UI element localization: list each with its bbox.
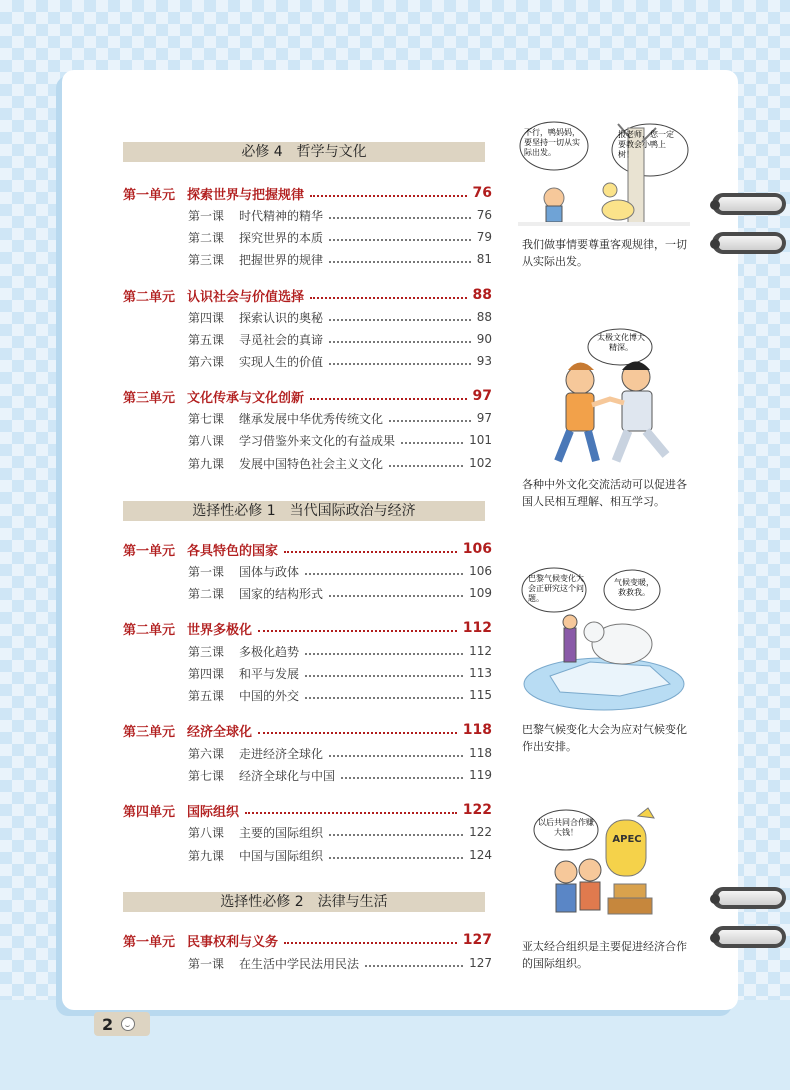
toc-lesson-row[interactable]: [188, 846, 492, 864]
speech-bubble: 不行，鸭妈妈，要坚持一切从实际出发。: [524, 128, 580, 157]
unit-label: 第四单元: [123, 804, 176, 820]
cartoon-caption: 巴黎气候变化大会为应对气候变化作出安排。: [522, 723, 687, 753]
toc-unit-row[interactable]: [123, 801, 492, 819]
toc-lesson-row[interactable]: [188, 454, 492, 472]
dot-leader: [305, 653, 463, 655]
dot-leader: [365, 965, 463, 967]
unit-title: 世界多极化: [187, 622, 253, 638]
lesson-page: 102: [469, 456, 492, 470]
toc-lesson-row[interactable]: [188, 352, 492, 370]
lesson-label: 第一课: [188, 564, 225, 579]
dot-leader: [389, 465, 463, 467]
lesson-label: 第八课: [188, 825, 225, 840]
section-title: 选择性必修 1 当代国际政治与经济: [123, 501, 485, 521]
dot-leader: [258, 630, 457, 632]
binder-ring: [712, 887, 786, 909]
toc-lesson-row[interactable]: [188, 330, 492, 348]
cartoon-illustration: [530, 806, 690, 930]
toc-unit-row[interactable]: [123, 184, 492, 202]
unit-label: 第三单元: [123, 390, 176, 406]
lesson-title: 中国的外交: [239, 688, 300, 703]
unit-title: 文化传承与文化创新: [187, 390, 305, 406]
lesson-page: 106: [469, 564, 492, 578]
dot-leader: [329, 341, 471, 343]
toc-lesson-row[interactable]: [188, 686, 492, 704]
lesson-title: 国体与政体: [239, 564, 300, 579]
dot-leader: [329, 857, 463, 859]
dot-leader: [329, 319, 471, 321]
lesson-title: 和平与发展: [239, 666, 300, 681]
cartoon-caption: 亚太经合组织是主要促进经济合作的国际组织。: [522, 940, 687, 970]
toc-lesson-row[interactable]: [188, 642, 492, 660]
lesson-label: 第六课: [188, 354, 225, 369]
lesson-page: 101: [469, 433, 492, 447]
lesson-label: 第二课: [188, 230, 225, 245]
dot-leader: [329, 239, 471, 241]
unit-label: 第一单元: [123, 543, 176, 559]
dot-leader: [341, 777, 463, 779]
dot-leader: [305, 697, 463, 699]
lesson-title: 主要的国际组织: [239, 825, 324, 840]
lesson-page: 90: [476, 332, 492, 346]
lesson-label: 第四课: [188, 666, 225, 681]
lesson-title: 国家的结构形式: [239, 586, 324, 601]
dot-leader: [329, 834, 463, 836]
toc-lesson-row[interactable]: [188, 954, 492, 972]
lesson-title: 实现人生的价值: [239, 354, 324, 369]
unit-page: 122: [462, 802, 492, 818]
lesson-page: 112: [469, 644, 492, 658]
lesson-label: 第七课: [188, 768, 225, 783]
lesson-title: 走进经济全球化: [239, 746, 324, 761]
lesson-label: 第九课: [188, 456, 225, 471]
unit-page: 97: [472, 388, 492, 404]
dot-leader: [305, 675, 463, 677]
page-number-text: 2: [102, 1014, 114, 1034]
toc-lesson-row[interactable]: [188, 206, 492, 224]
lesson-title: 多极化趋势: [239, 644, 300, 659]
lesson-label: 第六课: [188, 746, 225, 761]
lesson-page: 115: [469, 688, 492, 702]
toc-lesson-row[interactable]: [188, 228, 492, 246]
apec-sign: APEC: [612, 834, 642, 845]
lesson-label: 第一课: [188, 208, 225, 223]
toc-unit-row[interactable]: [123, 721, 492, 739]
dot-leader: [329, 363, 471, 365]
toc-unit-row[interactable]: [123, 387, 492, 405]
speech-bubble: 巴黎气候变化大会正研究这个问题。: [528, 574, 584, 603]
cartoon-caption: 我们做事情要尊重客观规律，一切从实际出发。: [522, 238, 687, 268]
lesson-page: 119: [469, 768, 492, 782]
lesson-page: 97: [476, 411, 492, 425]
lesson-page: 76: [476, 208, 492, 222]
toc-unit-row[interactable]: [123, 540, 492, 558]
unit-label: 第一单元: [123, 187, 176, 203]
dot-leader: [329, 261, 471, 263]
unit-title: 经济全球化: [187, 724, 253, 740]
lesson-label: 第二课: [188, 586, 225, 601]
dot-leader: [284, 551, 457, 553]
unit-page: 112: [462, 620, 492, 636]
lesson-page: 93: [476, 354, 492, 368]
lesson-title: 把握世界的规律: [239, 252, 324, 267]
lesson-page: 79: [476, 230, 492, 244]
toc-lesson-row[interactable]: [188, 823, 492, 841]
lesson-title: 探究世界的本质: [239, 230, 324, 245]
lesson-page: 127: [469, 956, 492, 970]
toc-unit-row[interactable]: [123, 286, 492, 304]
dot-leader: [258, 732, 457, 734]
unit-page: 76: [472, 185, 492, 201]
unit-title: 国际组织: [187, 804, 240, 820]
lesson-title: 经济全球化与中国: [239, 768, 336, 783]
lesson-label: 第七课: [188, 411, 225, 426]
unit-label: 第二单元: [123, 622, 176, 638]
page-number: [94, 1012, 150, 1036]
lesson-label: 第五课: [188, 332, 225, 347]
unit-label: 第三单元: [123, 724, 176, 740]
cartoon-illustration: [518, 118, 690, 226]
lesson-title: 时代精神的精华: [239, 208, 324, 223]
toc-lesson-row[interactable]: [188, 409, 492, 427]
lesson-title: 在生活中学民法用民法: [239, 956, 360, 971]
section-title: 必修 4 哲学与文化: [123, 142, 485, 162]
dot-leader: [310, 195, 467, 197]
lesson-label: 第一课: [188, 956, 225, 971]
lesson-page: 113: [469, 666, 492, 680]
cartoon-caption: 各种中外文化交流活动可以促进各国人民相互理解、相互学习。: [522, 478, 687, 508]
lesson-title: 寻觅社会的真谛: [239, 332, 324, 347]
toc-unit-row[interactable]: [123, 931, 492, 949]
lesson-page: 81: [476, 252, 492, 266]
unit-page: 106: [462, 541, 492, 557]
dot-leader: [329, 595, 463, 597]
lesson-title: 学习借鉴外来文化的有益成果: [239, 433, 396, 448]
dot-leader: [305, 573, 463, 575]
toc-unit-row[interactable]: [123, 619, 492, 637]
toc-lesson-row[interactable]: [188, 664, 492, 682]
toc-lesson-row[interactable]: [188, 584, 492, 602]
unit-title: 民事权利与义务: [187, 934, 279, 950]
cartoon-illustration: [540, 325, 690, 470]
toc-lesson-row[interactable]: [188, 308, 492, 326]
unit-label: 第一单元: [123, 934, 176, 950]
lesson-label: 第四课: [188, 310, 225, 325]
lesson-label: 第九课: [188, 848, 225, 863]
toc-lesson-row[interactable]: [188, 431, 492, 449]
smile-icon: [121, 1017, 135, 1031]
toc-lesson-row[interactable]: [188, 562, 492, 580]
lesson-title: 发展中国特色社会主义文化: [239, 456, 384, 471]
lesson-page: 118: [469, 746, 492, 760]
dot-leader: [284, 942, 457, 944]
dot-leader: [329, 217, 471, 219]
lesson-label: 第三课: [188, 644, 225, 659]
dot-leader: [401, 442, 463, 444]
dot-leader: [389, 420, 471, 422]
speech-bubble: 太极文化博大精深。: [597, 333, 645, 352]
lesson-label: 第五课: [188, 688, 225, 703]
unit-title: 各具特色的国家: [187, 543, 279, 559]
lesson-label: 第三课: [188, 252, 225, 267]
binder-ring: [712, 232, 786, 254]
lesson-title: 中国与国际组织: [239, 848, 324, 863]
speech-bubble: 报老师，您一定要教会小鸭上树！: [618, 130, 674, 159]
binder-ring: [712, 193, 786, 215]
lesson-page: 122: [469, 825, 492, 839]
lesson-label: 第八课: [188, 433, 225, 448]
dot-leader: [329, 755, 463, 757]
toc-lesson-row[interactable]: [188, 766, 492, 784]
binder-ring: [712, 926, 786, 948]
toc-lesson-row[interactable]: [188, 744, 492, 762]
unit-label: 第二单元: [123, 289, 176, 305]
unit-title: 认识社会与价值选择: [187, 289, 305, 305]
unit-page: 88: [472, 287, 492, 303]
dot-leader: [245, 812, 457, 814]
lesson-title: 探索认识的奥秘: [239, 310, 324, 325]
unit-page: 118: [462, 722, 492, 738]
lesson-page: 88: [476, 310, 492, 324]
lesson-title: 继承发展中华优秀传统文化: [239, 411, 384, 426]
dot-leader: [310, 398, 467, 400]
dot-leader: [310, 297, 467, 299]
unit-page: 127: [462, 932, 492, 948]
unit-title: 探索世界与把握规律: [187, 187, 305, 203]
toc-lesson-row[interactable]: [188, 250, 492, 268]
speech-bubble: 气候变暖，救救我。: [614, 578, 654, 597]
speech-bubble: 以后共同合作赚大钱！: [538, 818, 594, 837]
cartoon-illustration: [520, 566, 690, 714]
section-title: 选择性必修 2 法律与生活: [123, 892, 485, 912]
lesson-page: 109: [469, 586, 492, 600]
lesson-page: 124: [469, 848, 492, 862]
